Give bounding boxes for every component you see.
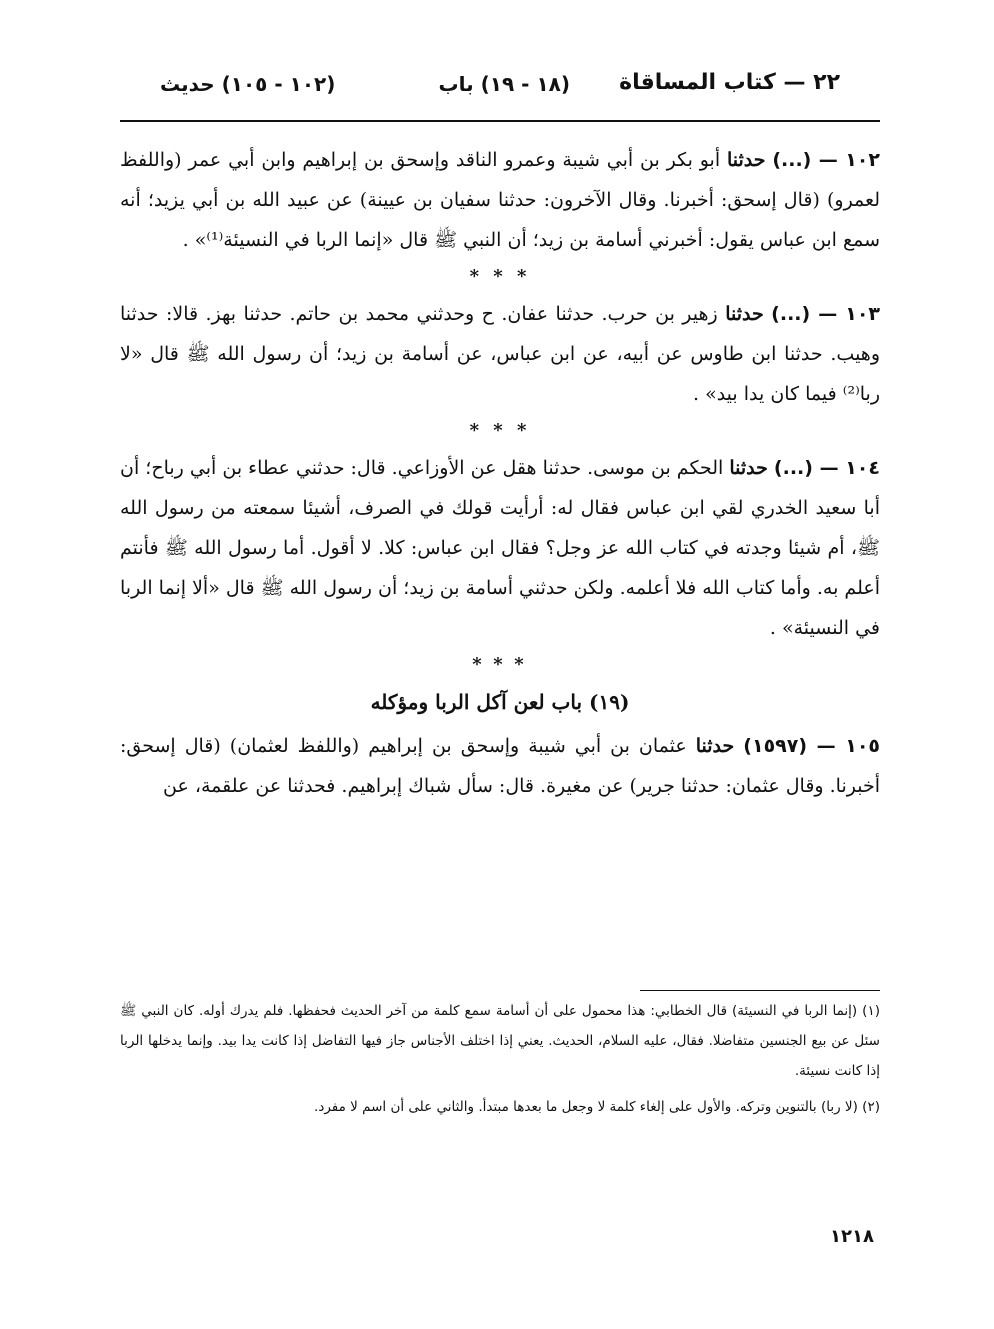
chapter-range: (١٨ - ١٩) باب bbox=[438, 72, 570, 96]
hadith-105 bbox=[120, 726, 880, 806]
page-number: ١٢١٨ bbox=[830, 1226, 874, 1247]
header-divider bbox=[120, 120, 880, 122]
section-separator: * * * bbox=[469, 420, 531, 441]
hadith-text: الحكم بن موسى. حدثنا هقل عن الأوزاعي. قال: حدثني عطاء بن أبي رباح؛ أن أبا سعيد الخدري لقي ابن عباس فقال له: أرأيت قولك في الصرف، أشيئا سمعته من رسول الله ﷺ، أم شيئا وجدته في كتاب الله عز وجل؟ فقال ابن عباس: كلا. لا أقول. أما رسول الله ﷺ فأنتم أعلم به. وأما كتاب الله فلا أعلمه. ولكن حدثني أسامة بن زيد؛ أن رسول الله ﷺ قال «ألا إنما الربا في النسيئة» . bbox=[120, 457, 880, 639]
hadith-text: عثمان بن أبي شيبة وإسحق بن إبراهيم (واللفظ لعثمان) (قال إسحق: أخبرنا. وقال عثمان: حدثنا جرير) عن مغيرة. قال: سأل شباك إبراهيم. فحدثنا عن علقمة، عن bbox=[120, 735, 880, 797]
hadith-number: ١٠٣ — (...) bbox=[771, 303, 881, 325]
hadith-text: أبو بكر بن أبي شيبة وعمرو الناقد وإسحق بن إبراهيم وابن أبي عمر (واللفظ لعمرو) (قال إسحق: أخبرنا. وقال الآخرون: حدثنا سفيان بن عيينة) عن عبيد الله بن أبي يزيد؛ أنه سمع ابن عباس يقول: أخبرني أسامة بن زيد؛ أن النبي ﷺ قال «إنما الربا في النسيئة⁽¹⁾» . bbox=[120, 149, 880, 251]
hadith-number: ١٠٢ — (...) bbox=[772, 149, 880, 171]
chapter-heading: (١٩) باب لعن آكل الربا ومؤكله bbox=[370, 690, 630, 714]
footnote-1: (١) (إنما الربا في النسيئة) قال الخطابي: هذا محمول على أن أسامة سمع كلمة من آخر الحديث فحفظها. فلم يدرك أوله. كان النبي ﷺ سئل عن بيع الجنسين متفاضلا. فقال، عليه السلام، الحديث. يعني إذا اختلف الأجناس جاز فيها التفاضل إذا كانت يدا بيد. وإنما يدخلها الربا إذا كانت نسيئة. bbox=[120, 1003, 880, 1079]
footnotes bbox=[120, 996, 880, 1128]
hadith-lead: حدثنا bbox=[726, 149, 766, 171]
hadith-text: زهير بن حرب. حدثنا عفان. ح وحدثني محمد بن حاتم. حدثنا بهز. قالا: حدثنا وهيب. حدثنا ابن طاوس عن أبيه، عن ابن عباس، عن أسامة بن زيد؛ أن رسول الله ﷺ قال «لا ربا⁽²⁾ فيما كان يدا بيد» . bbox=[120, 303, 880, 405]
running-head bbox=[160, 70, 840, 110]
footnote-2: (٢) (لا ربا) بالتنوين وتركه. والأول على إلغاء كلمة لا وجعل ما بعدها مبتدأ. والثاني على أن اسم لا مفرد. bbox=[314, 1099, 880, 1115]
hadith-lead: حدثنا bbox=[725, 303, 764, 325]
section-separator: * * * bbox=[469, 266, 531, 287]
book-title: ٢٢ — كتاب المساقاة bbox=[619, 70, 840, 95]
hadith-lead: حدثنا bbox=[695, 735, 735, 757]
hadith-103 bbox=[120, 294, 880, 414]
main-text bbox=[120, 140, 880, 806]
hadith-102 bbox=[120, 140, 880, 260]
hadith-104 bbox=[120, 448, 880, 648]
hadith-number: ١٠٥ — (١٥٩٧) bbox=[743, 735, 881, 757]
footnote-divider bbox=[640, 990, 880, 991]
hadith-number: ١٠٤ — (...) bbox=[773, 457, 880, 479]
section-separator: * * * bbox=[472, 654, 528, 675]
hadith-range: (١٠٢ - ١٠٥) حديث bbox=[160, 72, 336, 96]
hadith-lead: حدثنا bbox=[729, 457, 768, 479]
